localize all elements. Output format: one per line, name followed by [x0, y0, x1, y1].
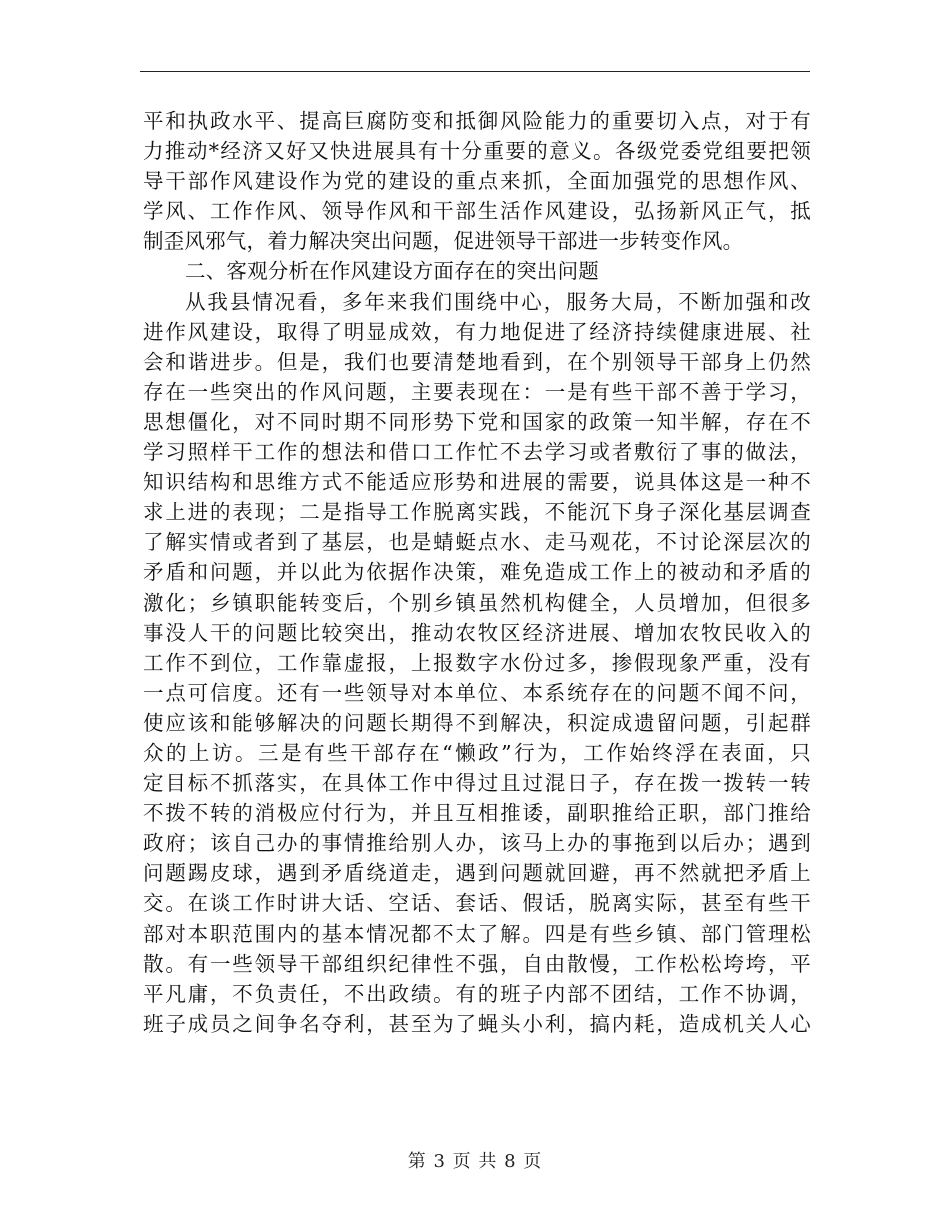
text-line: 了解实情或者到了基层，也是蜻蜓点水、走马观花，不讨论深层次的	[143, 530, 811, 555]
text-line: 班子成员之间争名夺利，甚至为了蝇头小利，搞内耗，造成机关人心	[143, 1011, 811, 1036]
text-line: 存在一些突出的作风问题，主要表现在：一是有些干部不善于学习，	[143, 379, 811, 404]
text-line: 问题踢皮球，遇到矛盾绕道走，遇到问题就回避，再不然就把矛盾上	[143, 861, 811, 886]
document-body	[143, 106, 811, 1039]
text-line: 制歪风邪气，着力解决突出问题，促进领导干部进一步转变作风。	[143, 229, 744, 254]
text-line: 从我县情况看，多年来我们围绕中心，服务大局，不断加强和改	[185, 289, 811, 314]
text-line: 学习照样干工作的想法和借口工作忙不去学习或者敷衍了事的做法，	[143, 440, 811, 465]
text-line: 平凡庸，不负责任，不出政绩。有的班子内部不团结，工作不协调，	[143, 981, 811, 1006]
text-line: 政府；该自己办的事情推给别人办，该马上办的事拖到以后办；遇到	[143, 831, 811, 856]
text-line: 部对本职范围内的基本情况都不太了解。四是有些乡镇、部门管理松	[143, 921, 811, 946]
text-line: 不拨不转的消极应付行为，并且互相推诿，副职推给正职，部门推给	[143, 801, 811, 826]
text-line: 事没人干的问题比较突出，推动农牧区经济进展、增加农牧民收入的	[143, 620, 811, 645]
page-number-footer: 第 3 页 共 8 页	[407, 1151, 543, 1172]
text-line: 众的上访。三是有些干部存在“懒政”行为，工作始终浮在表面，只	[143, 740, 811, 765]
header-rule	[140, 71, 810, 72]
text-line: 学风、工作作风、领导作风和干部生活作风建设，弘扬新风正气，抵	[143, 199, 811, 224]
text-line: 导干部作风建设作为党的建设的重点来抓，全面加强党的思想作风、	[143, 169, 811, 194]
text-line: 使应该和能够解决的问题长期得不到解决，积淀成遗留问题，引起群	[143, 710, 811, 735]
text-line: 思想僵化，对不同时期不同形势下党和国家的政策一知半解，存在不	[143, 409, 811, 434]
text-line: 平和执政水平、提高巨腐防变和抵御风险能力的重要切入点，对于有	[143, 109, 811, 133]
text-line: 矛盾和问题，并以此为依据作决策，难免造成工作上的被动和矛盾的	[143, 560, 811, 585]
text-line: 交。在谈工作时讲大话、空话、套话、假话，脱离实际，甚至有些干	[143, 891, 811, 916]
text-line: 会和谐进步。但是，我们也要清楚地看到，在个别领导干部身上仍然	[143, 349, 811, 374]
text-line: 知识结构和思维方式不能适应形势和进展的需要，说具体这是一种不	[143, 470, 811, 495]
text-line: 散。有一些领导干部组织纪律性不强，自由散慢，工作松松垮垮，平	[143, 951, 811, 976]
text-line: 工作不到位，工作靠虚报，上报数字水份过多，掺假现象严重，没有	[143, 650, 811, 675]
section-heading: 二、客观分析在作风建设方面存在的突出问题	[185, 259, 599, 284]
text-line: 求上进的表现；二是指导工作脱离实践，不能沉下身子深化基层调查	[143, 500, 811, 525]
text-line: 定目标不抓落实，在具体工作中得过且过混日子，存在拨一拨转一转	[143, 771, 811, 796]
text-line: 一点可信度。还有一些领导对本单位、本系统存在的问题不闻不问，	[143, 680, 811, 705]
text-line: 激化；乡镇职能转变后，个别乡镇虽然机构健全，人员增加，但很多	[143, 590, 811, 615]
text-line: 力推动*经济又好又快进展具有十分重要的意义。各级党委党组要把领	[143, 139, 811, 164]
text-line: 进作风建设，取得了明显成效，有力地促进了经济持续健康进展、社	[143, 319, 811, 344]
